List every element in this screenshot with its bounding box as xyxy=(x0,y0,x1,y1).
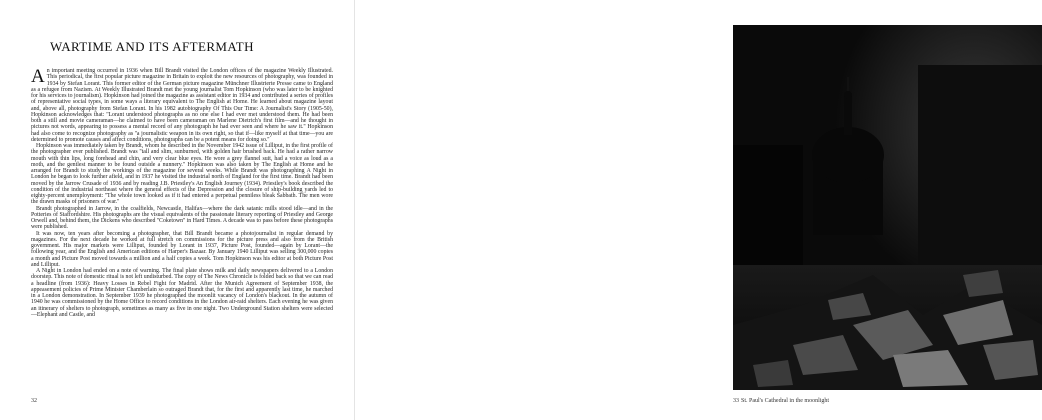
paragraph-1-text: n important meeting occurred in 1936 when Bill Brandt visited the London offices of the magazine Weekly Illustrated. This periodical, the first popular picture magazine in Britain to exploit the new resources of photography, was founded in 1934 by Stefan Lorant. This former editor of the German picture magazine Münchner Illustrierte Presse came to England as a refugee from Nazism. At Weekly Illustrated Brandt met the young journalist Tom Hopkinson (who was later to be knighted for his services to journalism). Hopkinson had joined the magazine as assistant editor in 1934 and contributed a series of profiles of representative social types, in some ways a literary equivalent to The English at Home. He learned about magazine layout and, above all, photography from Stefan Lorant. In his 1982 autobiography Of This Our Time: A Journalist's Story (1905-50), Hopkinson acknowledges that: ''Lorant understood photographs as no one else I had ever met understood them. He had been both a still and movie cameraman—he claimed to have been cameraman on Marlene Dietrich's first film—and he thought in pictures not words, appearing to possess a mental record of any photograph he had ever seen and where he saw it.'' Hopkinson had also come to recognize photography as ''a journalistic weapon in its own right, so that if—like myself at that time—you are determined to promote causes and affect conditions, photographs can be a potent means for doing so.'' xyxy=(31,68,333,143)
right-page xyxy=(355,0,830,420)
paragraph-4: It was now, ten years after becoming a photographer, that Bill Brandt became a photojournalist in regular demand by magazines. For the next decade he worked at full stretch on commissions for the picture press and also from the British government. His major markets were Lilliput, founded by Lorant in 1937, Picture Post, founded—again by Lorant—the following year, and the English and American editions of Harper's Bazaar. By January 1940 Lilliput was selling 300,000 copies a month and Picture Post moved towards a million and a half copies a week. Tom Hopkinson was his editor at both Picture Post and Lilliput. xyxy=(31,230,333,268)
page-number-right: 33 xyxy=(733,398,739,404)
photo-illustration xyxy=(733,25,1042,390)
paragraph-3: Brandt photographed in Jarrow, in the coalfields, Newcastle, Halifax—where the dark satanic mills stood idle—and in the Potteries of Staffordshire. His photographs are the visual equivalents of the passionate literary reporting of Priestley and George Orwell and, behind them, the Dickens who described ''Coketown'' in Hard Times. A decade was to pass before these photographs were published. xyxy=(31,205,333,231)
photo-caption: St. Paul's Cathedral in the moonlight xyxy=(741,398,830,404)
drop-cap: A xyxy=(31,66,45,87)
left-page xyxy=(0,0,355,420)
paragraph-5: A Night in London had ended on a note of warning. The final plate shows milk and daily newspapers delivered to a London doorstep. This note of domestic ritual is not left undisturbed. The copy of The News Chronicle is folded back so that we can read a headline (from 1936): Heavy Losses in Rebel Fight for Madrid. After the Munich Agreement of September 1938, the appeasement policies of Prime Minister Chamberlain so outraged Brandt that, for the first and apparently last time, he marched in a London demonstration. In September 1939 he photographed the moonlit vacancy of London's blackout. In the autumn of 1940 he was commissioned by the Home Office to record conditions in the London air-raid shelters. Each evening he was given an itinerary of shelters to photograph, sometimes as many as five in one night. Two Underground Station shelters were selected—Elephant and Castle, and xyxy=(31,268,333,318)
paragraph-2: Hopkinson was immediately taken by Brandt, whom he described in the November 1942 issue of Lilliput, in the first profile of the photographer ever published. Brandt was ''tall and slim, sunburned, with golden hair brushed back. He had a rather narrow mouth with thin lips, long forehead and chin, and very clear blue eyes. He wore a grey flannel suit, had a voice as loud as a moth, and the gentlest manner to be found outside a nunnery.'' Hopkinson was also taken by The English at Home and he arranged for Brandt to study the workings of the magazine for several weeks. While Brandt was photographing A Night in London he began to look further afield, and in 1937 he visited the industrial north of England for the first time. Brandt had been moved by the Jarrow Crusade of 1936 and by reading J.B. Priestley's An English Journey (1934). Priestley's book described the condition of the industrial northeast where the general effects of the Depression and the closure of ship-building yards led to eighty-percent unemployment: ''The whole town looked as if it had entered a perpetual penniless bleak Sabbath. The men wore the drawn masks of prisoners of war.'' xyxy=(31,143,333,206)
page-number-left: 32 xyxy=(31,398,37,404)
st-pauls-moonlight-photo xyxy=(733,25,1042,390)
chapter-title: WARTIME AND ITS AFTERMATH xyxy=(50,39,254,54)
paragraph-1 xyxy=(31,68,333,143)
body-text xyxy=(31,68,333,398)
